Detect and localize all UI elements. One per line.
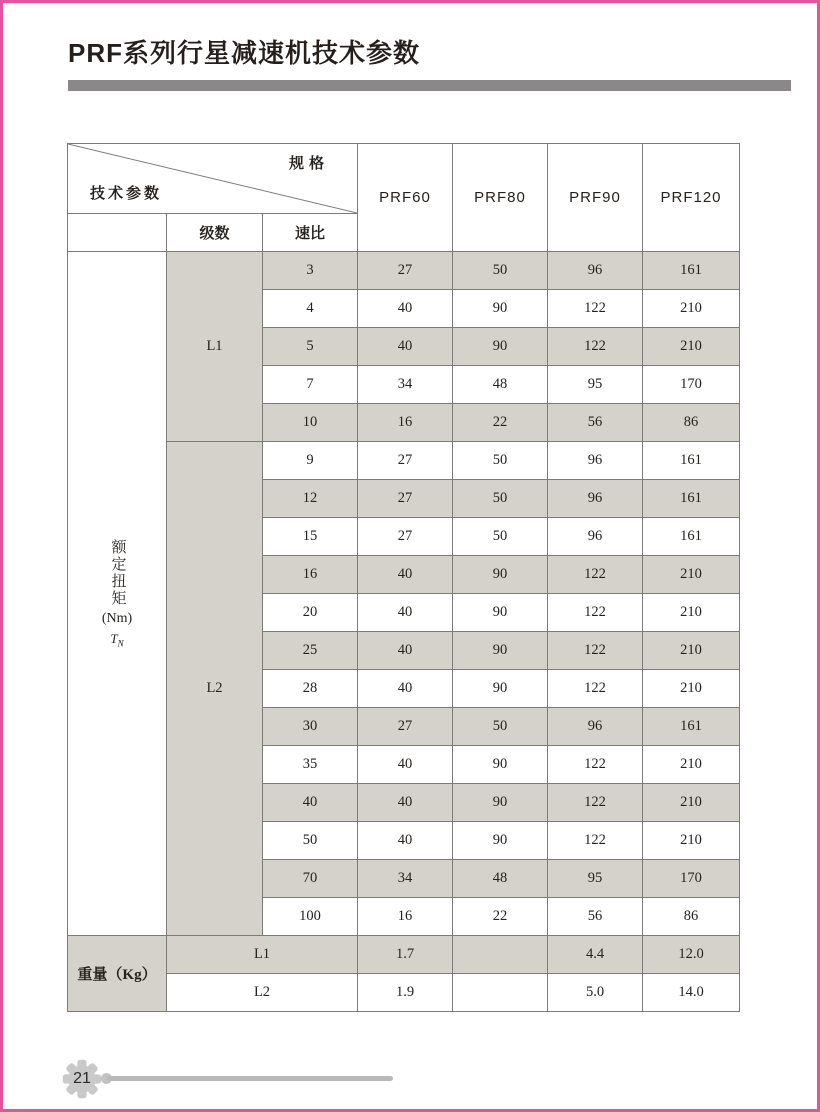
value-cell: 86 — [643, 404, 740, 442]
value-cell: 90 — [453, 328, 548, 366]
value-cell: 50 — [453, 708, 548, 746]
value-cell: 40 — [358, 594, 453, 632]
column-header-prf60: PRF60 — [358, 144, 453, 252]
value-cell: 96 — [548, 442, 643, 480]
value-cell: 50 — [453, 442, 548, 480]
footer-rule-line — [107, 1076, 393, 1081]
value-cell: 210 — [643, 328, 740, 366]
spec-table — [67, 143, 740, 1012]
value-cell: 210 — [643, 746, 740, 784]
weight-label-cell: 重量（Kg） — [68, 936, 167, 1012]
value-cell: 90 — [453, 556, 548, 594]
value-cell: 27 — [358, 252, 453, 290]
corner-cell — [68, 144, 358, 214]
value-cell: 90 — [453, 822, 548, 860]
torque-symbol: $T_N$ — [110, 630, 124, 649]
value-cell: 161 — [643, 480, 740, 518]
ratio-cell: 7 — [263, 366, 358, 404]
column-header-prf90: PRF90 — [548, 144, 643, 252]
value-cell: 4.4 — [548, 936, 643, 974]
ratio-cell: 10 — [263, 404, 358, 442]
value-cell: 27 — [358, 480, 453, 518]
value-cell: 14.0 — [643, 974, 740, 1012]
ratio-cell: 100 — [263, 898, 358, 936]
value-cell: 96 — [548, 252, 643, 290]
value-cell: 122 — [548, 784, 643, 822]
ratio-cell: 12 — [263, 480, 358, 518]
value-cell: 34 — [358, 366, 453, 404]
value-cell: 22 — [453, 898, 548, 936]
ratio-cell: 28 — [263, 670, 358, 708]
value-cell: 161 — [643, 442, 740, 480]
value-cell: 34 — [358, 860, 453, 898]
value-cell: 170 — [643, 366, 740, 404]
value-cell: 40 — [358, 670, 453, 708]
value-cell: 95 — [548, 860, 643, 898]
page-number: 21 — [73, 1070, 91, 1087]
torque-unit: (Nm) — [101, 610, 133, 626]
ratio-cell: 4 — [263, 290, 358, 328]
value-cell: 95 — [548, 366, 643, 404]
ratio-header: 速比 — [263, 214, 358, 252]
value-cell: 210 — [643, 784, 740, 822]
value-cell: 122 — [548, 556, 643, 594]
ratio-cell: 40 — [263, 784, 358, 822]
ratio-cell: 70 — [263, 860, 358, 898]
value-cell: 40 — [358, 556, 453, 594]
value-cell: 122 — [548, 822, 643, 860]
stages-header: 级数 — [167, 214, 263, 252]
value-cell: 90 — [453, 290, 548, 328]
page-title: PRF系列行星减速机技术参数 — [68, 38, 421, 68]
value-cell: 5.0 — [548, 974, 643, 1012]
value-cell: 170 — [643, 860, 740, 898]
corner-label-spec: 规格 — [289, 156, 330, 172]
ratio-cell: 5 — [263, 328, 358, 366]
value-cell: 22 — [453, 404, 548, 442]
blank-cell — [68, 214, 167, 252]
stage-cell-l1: L1 — [167, 252, 263, 442]
value-cell: 122 — [548, 594, 643, 632]
value-cell: 96 — [548, 708, 643, 746]
value-cell: 40 — [358, 784, 453, 822]
corner-label-params: 技术参数 — [90, 186, 163, 202]
value-cell: 96 — [548, 518, 643, 556]
value-cell: 12.0 — [643, 936, 740, 974]
value-cell: 40 — [358, 822, 453, 860]
value-cell: 27 — [358, 708, 453, 746]
ratio-cell: 30 — [263, 708, 358, 746]
table-row — [68, 252, 740, 290]
value-cell: 48 — [453, 860, 548, 898]
value-cell: 210 — [643, 556, 740, 594]
value-cell: 40 — [358, 290, 453, 328]
value-cell — [453, 974, 548, 1012]
ratio-cell: 25 — [263, 632, 358, 670]
value-cell: 161 — [643, 252, 740, 290]
value-cell: 210 — [643, 290, 740, 328]
value-cell: 90 — [453, 784, 548, 822]
value-cell: 90 — [453, 746, 548, 784]
ratio-cell: 50 — [263, 822, 358, 860]
value-cell: 40 — [358, 632, 453, 670]
weight-row-l2 — [68, 974, 740, 1012]
ratio-cell: 3 — [263, 252, 358, 290]
value-cell: 122 — [548, 328, 643, 366]
value-cell: 86 — [643, 898, 740, 936]
header-row — [68, 144, 740, 214]
value-cell: 210 — [643, 670, 740, 708]
value-cell: 96 — [548, 480, 643, 518]
value-cell: 210 — [643, 822, 740, 860]
torque-label-vertical: 额定扭矩 — [109, 538, 126, 607]
page-footer — [3, 1055, 817, 1105]
value-cell: 210 — [643, 632, 740, 670]
value-cell: 1.9 — [358, 974, 453, 1012]
value-cell — [453, 936, 548, 974]
value-cell: 40 — [358, 328, 453, 366]
value-cell: 50 — [453, 518, 548, 556]
value-cell: 122 — [548, 632, 643, 670]
title-underline-bar — [68, 80, 791, 91]
table-row — [68, 442, 740, 480]
value-cell: 161 — [643, 708, 740, 746]
ratio-cell: 35 — [263, 746, 358, 784]
ratio-cell: 9 — [263, 442, 358, 480]
value-cell: 90 — [453, 632, 548, 670]
value-cell: 16 — [358, 404, 453, 442]
ratio-cell: 20 — [263, 594, 358, 632]
value-cell: 210 — [643, 594, 740, 632]
column-header-prf120: PRF120 — [643, 144, 740, 252]
torque-label-cell — [68, 252, 167, 936]
value-cell: 90 — [453, 670, 548, 708]
value-cell: 122 — [548, 670, 643, 708]
value-cell: 122 — [548, 746, 643, 784]
weight-stage-l2: L2 — [167, 974, 358, 1012]
value-cell: 122 — [548, 290, 643, 328]
value-cell: 50 — [453, 480, 548, 518]
value-cell: 56 — [548, 404, 643, 442]
value-cell: 40 — [358, 746, 453, 784]
value-cell: 16 — [358, 898, 453, 936]
value-cell: 1.7 — [358, 936, 453, 974]
value-cell: 56 — [548, 898, 643, 936]
stage-cell-l2: L2 — [167, 442, 263, 936]
value-cell: 27 — [358, 442, 453, 480]
value-cell: 90 — [453, 594, 548, 632]
weight-row-l1 — [68, 936, 740, 974]
ratio-cell: 15 — [263, 518, 358, 556]
value-cell: 48 — [453, 366, 548, 404]
ratio-cell: 16 — [263, 556, 358, 594]
value-cell: 50 — [453, 252, 548, 290]
column-header-prf80: PRF80 — [453, 144, 548, 252]
value-cell: 161 — [643, 518, 740, 556]
weight-stage-l1: L1 — [167, 936, 358, 974]
value-cell: 27 — [358, 518, 453, 556]
